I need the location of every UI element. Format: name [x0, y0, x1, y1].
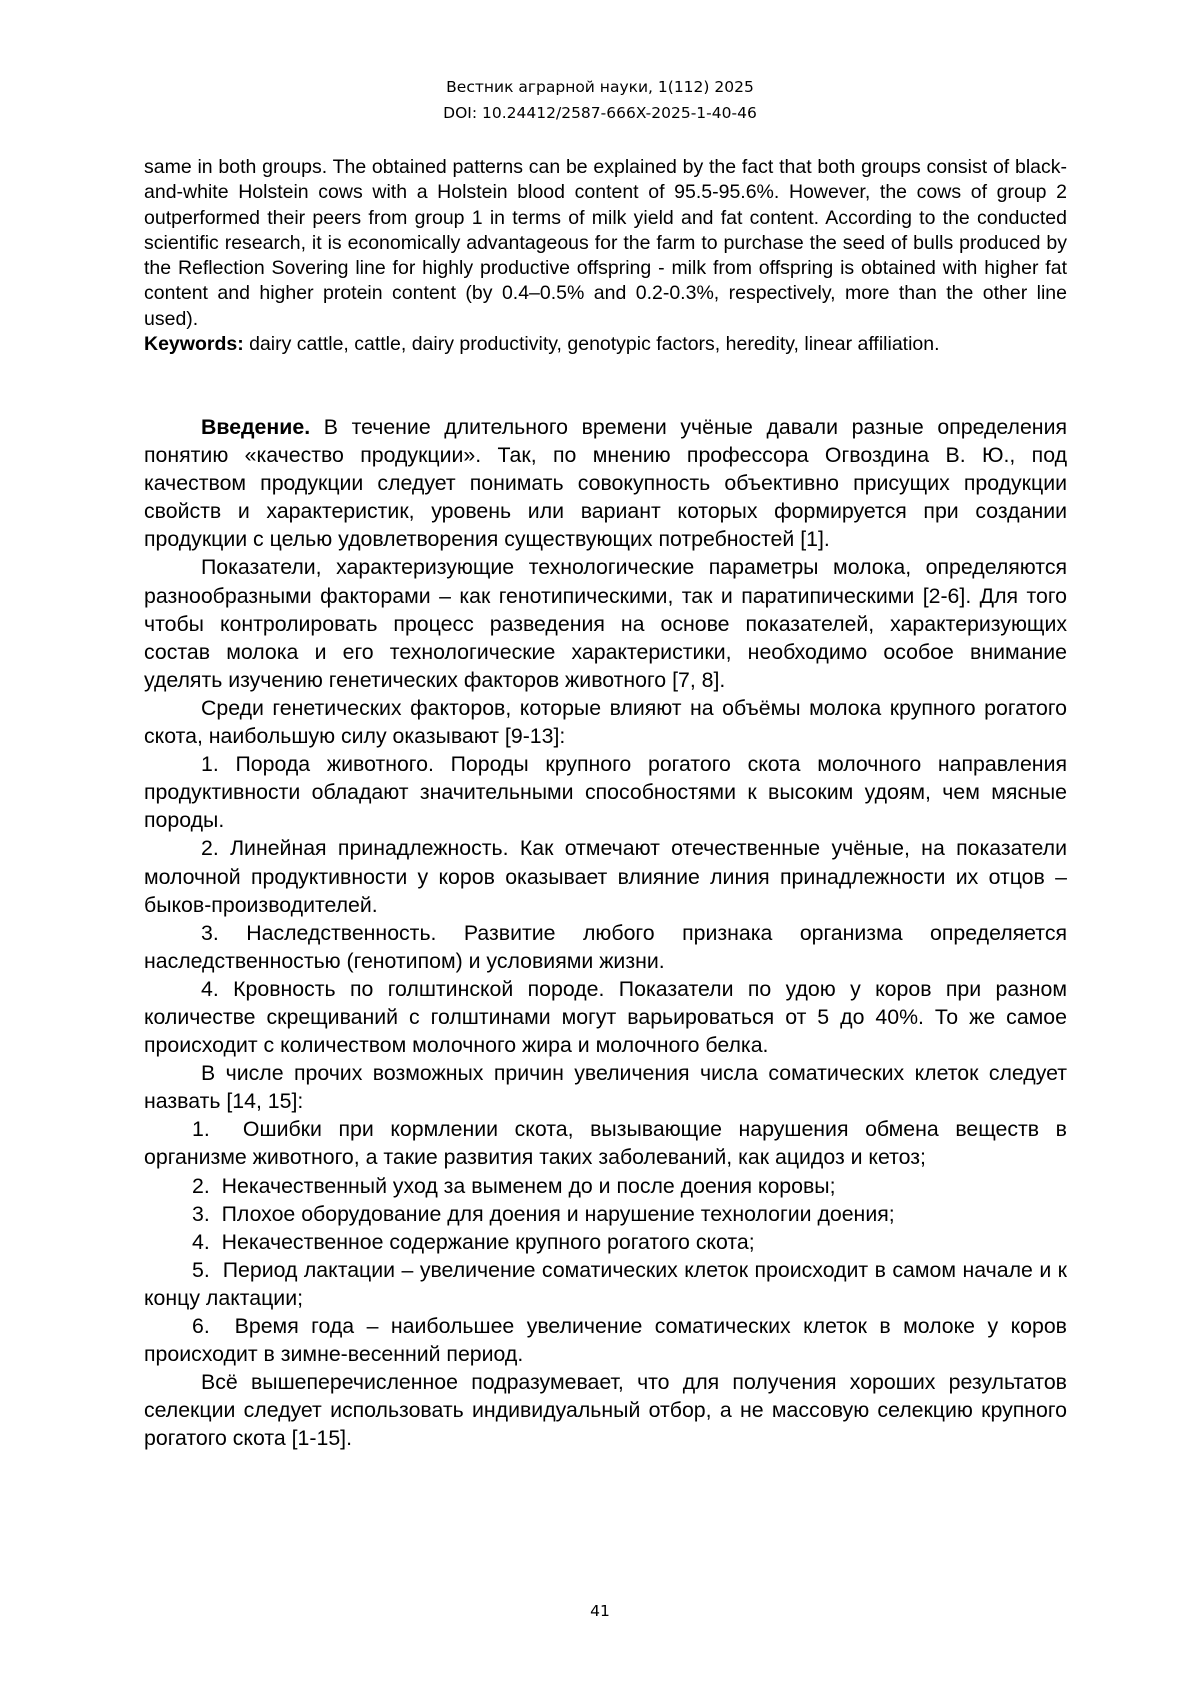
section-heading: Введение.: [201, 415, 311, 439]
running-header: [0, 74, 1200, 126]
intro-paragraph-4: В числе прочих возможных причин увеличения числа соматических клеток следует назвать [14, 15]:: [144, 1061, 1067, 1114]
intro-paragraph-2: Показатели, характеризующие технологические параметры молока, определяются разнообразными факторами – как генотипическими, так и паратипическими [2-6]. Для того чтобы контролировать процесс разведения на основе показателей, характеризующих состав молока и его технологические характеристики, необходимо особое внимание уделять изучению генетических факторов животного [7, 8].: [144, 555, 1067, 692]
cause-item-4: 4. Некачественное содержание крупного рогатого скота;: [192, 1229, 755, 1254]
intro-paragraph-5: Всё вышеперечисленное подразумевает, что для получения хороших результатов селекции следует использовать индивидуальный отбор, а не массовую селекцию крупного рогатого скота [1-15].: [144, 1370, 1067, 1451]
cause-item-3: 3. Плохое оборудование для доения и нарушение технологии доения;: [192, 1201, 895, 1226]
cause-item-1: 1. Ошибки при кормлении скота, вызывающие нарушения обмена веществ в организме животного, а такие развития таких заболеваний, как ацидоз и кетоз;: [144, 1117, 1067, 1170]
keywords: [144, 332, 1067, 357]
journal-title: Вестник аграрной науки, 1(112) 2025: [446, 78, 754, 96]
intro-paragraph-1: Введение. В течение длительного времени учёные давали разные определения понятию «качество продукции». Так, по мнению профессора Огвоздина В. Ю., под качеством продукции следует понимать совокупность объективно присущих продукции свойств и характеристик, уровень или вариант которых формируется при создании продукции с целью удовлетворения существующих потребностей [1].: [144, 415, 1067, 552]
keywords-list: dairy cattle, cattle, dairy productivity, genotypic factors, heredity, linear affiliation.: [243, 333, 940, 356]
page-number: 41: [590, 1602, 610, 1620]
cause-item-6: 6. Время года – наибольшее увеличение соматических клеток в молоке у коров происходит в зимне-весенний период.: [144, 1314, 1067, 1367]
factor-item-1: 1. Порода животного. Породы крупного рогатого скота молочного направления продуктивности обладают значительными способностями к высоким удоям, чем мясные породы.: [144, 752, 1067, 833]
introduction-section: [144, 413, 1067, 1452]
factor-item-3: 3. Наследственность. Развитие любого признака организма определяется наследственностью (генотипом) и условиями жизни.: [144, 920, 1067, 973]
keywords-label: Keywords:: [144, 333, 244, 356]
cause-item-5: 5. Период лактации – увеличение соматических клеток происходит в самом начале и к концу лактации;: [144, 1257, 1067, 1310]
abstract: [144, 155, 1067, 357]
abstract-text: same in both groups. The obtained patterns can be explained by the fact that both groups consist of black-and-white Holstein cows with a Holstein blood content of 95.5-95.6%. However, the cows of group 2 outperformed their peers from group 1 in terms of milk yield and fat content. According to the conducted scientific research, it is economically advantageous for the farm to purchase the seed of bulls produced by the Reflection Sovering line for highly productive offspring - milk from offspring is obtained with higher fat content and higher protein content (by 0.4–0.5% and 0.2-0.3%, respectively, more than the other line used).: [144, 156, 1067, 330]
factor-item-4: 4. Кровность по голштинской породе. Показатели по удою у коров при разном количестве скрещиваний с голштинами могут варьироваться от 5 до 40%. То же самое происходит с количеством молочного жира и молочного белка.: [144, 976, 1067, 1058]
doi: DOI: 10.24412/2587-666X-2025-1-40-46: [443, 104, 757, 122]
intro-paragraph-3: Среди генетических факторов, которые влияют на объёмы молока крупного рогатого скота, наибольшую силу оказывают [9-13]:: [144, 695, 1067, 749]
factor-item-2: 2. Линейная принадлежность. Как отмечают отечественные учёные, на показатели молочной продуктивности у коров оказывает влияние линия принадлежности их отцов – быков-производителей.: [144, 836, 1067, 917]
cause-item-2: 2. Некачественный уход за выменем до и после доения коровы;: [192, 1173, 836, 1198]
